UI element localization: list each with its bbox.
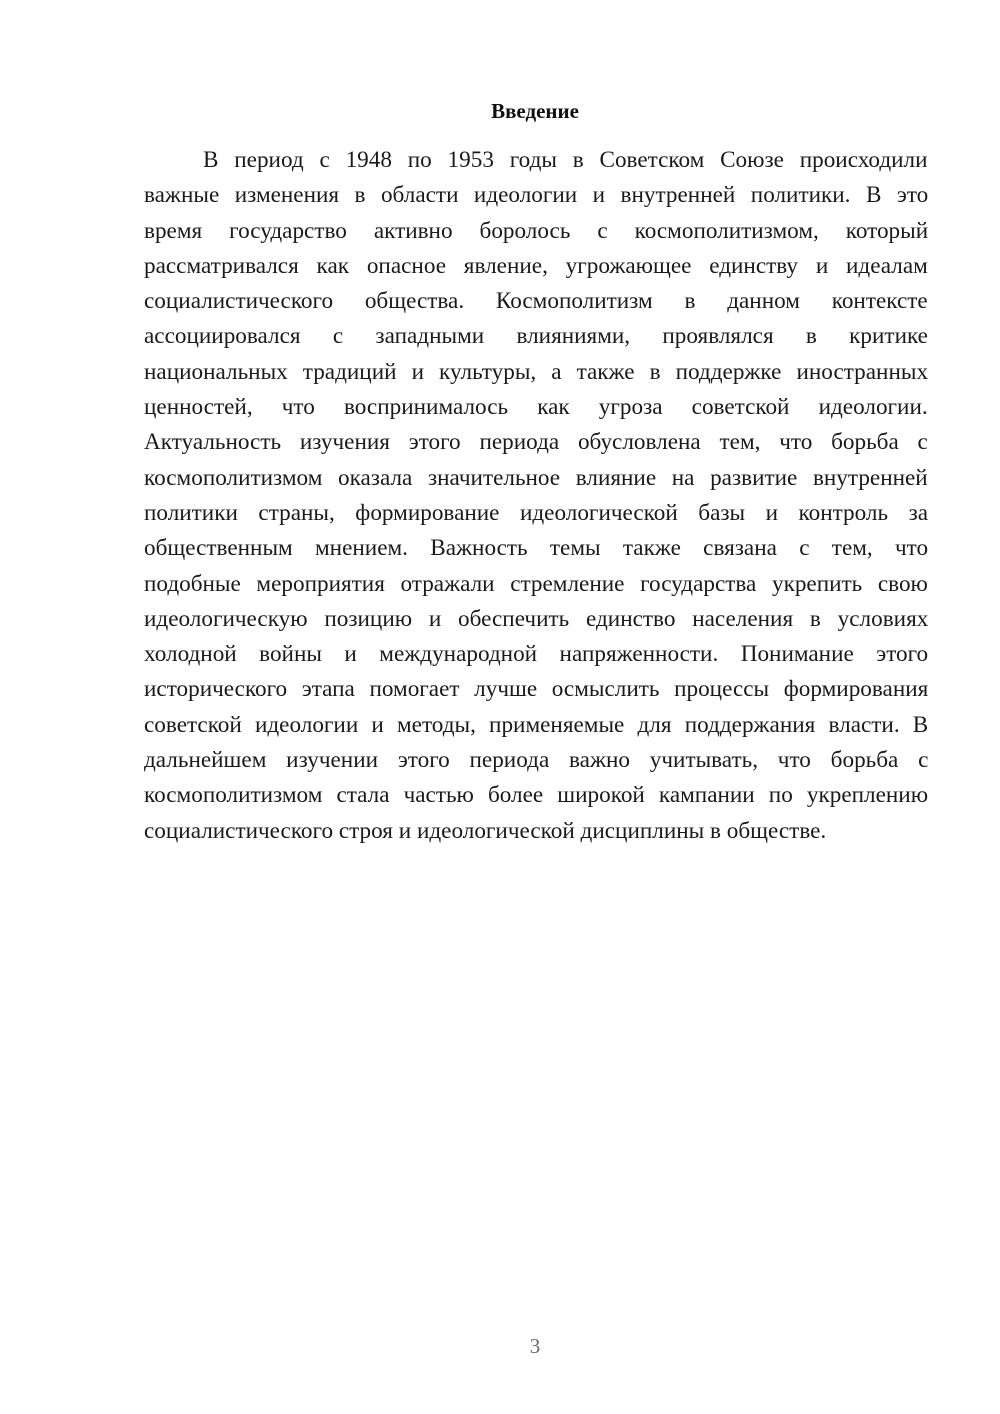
paragraph-line: социалистического строя и идеологической дисциплины в обществе.	[144, 817, 827, 844]
paragraph-line: рассматривался как опасное явление, угрожающее единству и идеалам	[144, 252, 928, 279]
paragraph-line: Актуальность изучения этого периода обусловлена тем, что борьба с	[144, 429, 928, 456]
paragraph-line: советской идеологии и методы, применяемые для поддержания власти. В	[144, 711, 929, 738]
paragraph-line: ассоциировался с западными влияниями, проявлялся в критике	[144, 323, 928, 350]
paragraph-line: национальных традиций и культуры, а также в поддержке иностранных	[144, 358, 929, 385]
paragraph-line: социалистического общества. Космополитизм в данном контексте	[144, 288, 928, 315]
paragraph-line: важные изменения в области идеологии и внутренней политики. В это	[144, 182, 929, 209]
paragraph-line: холодной войны и международной напряженности. Понимание этого	[144, 641, 929, 668]
paragraph-line: время государство активно боролось с космополитизмом, который	[144, 217, 929, 244]
body-paragraph	[144, 143, 928, 849]
paragraph-line: подобные мероприятия отражали стремление государства укрепить свою	[144, 570, 928, 597]
paragraph-line: ценностей, что воспринималось как угроза советской идеологии.	[144, 394, 928, 421]
paragraph-line: дальнейшем изучении этого периода важно учитывать, что борьба с	[144, 747, 929, 774]
paragraph-line: исторического этапа помогает лучше осмыслить процессы формирования	[144, 676, 929, 703]
paragraph-line: идеологическую позицию и обеспечить единство населения в условиях	[144, 605, 929, 632]
paragraph-line: космополитизмом стала частью более широкой кампании по укреплению	[144, 782, 929, 809]
paragraph-line: В период с 1948 по 1953 годы в Советском Союзе происходили	[203, 147, 928, 173]
page-number: 3	[529, 1334, 541, 1358]
section-heading: Введение	[491, 99, 579, 123]
paragraph-line: космополитизмом оказала значительное влияние на развитие внутренней	[144, 464, 928, 491]
paragraph-line: политики страны, формирование идеологической базы и контроль за	[144, 499, 929, 526]
paragraph-line: общественным мнением. Важность темы также связана с тем, что	[144, 535, 929, 562]
